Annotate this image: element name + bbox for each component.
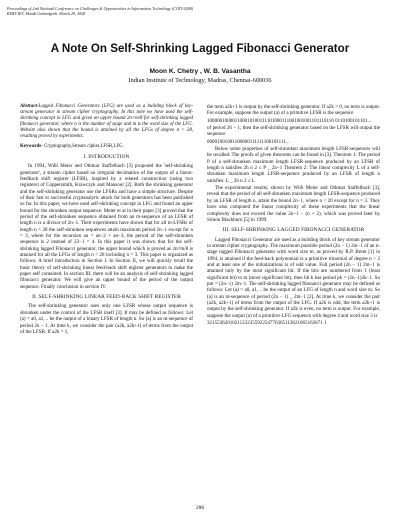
keywords-label: Keywords- bbox=[20, 143, 43, 149]
section-heading-self-shrinking-lfsr: II. SELF-SHRINKING LINEAR FEED-BACK SHIFT REGISTER bbox=[32, 294, 181, 301]
theorems-paragraph: Below some properties of self-shrunken maximum length LFSR-sequences will be recalled. The proofs of given theorems can be found in [3]. Theorem 1: The period P of a self-shrunken maximum length LFSR-sequence produced by an LFSR of length n satisfies 2h n 2 ≤ P _ 2n−1 Theorem 2: The linear complexity L of a self-shrunken maximum length LFSR-sequence produced by an LFSR of length n satisfies: L _ 2h n 2 ≤ L bbox=[207, 146, 380, 184]
experimental-results-paragraph: The experimental results, shown by Willi Meier and Othmar Staffelbach [3], reveal that the period of all self-shrunken maximum length LFSR-sequence produced by an LFSR of length n, attain the bound 2n−1, where n < 20 except for n = 3. They have also computed the linear complexity of these experiments that the linear complexity does not exceed the value 2n−1 − (n + 2), which was proved later by Simon Blackburn [5] in 1999. bbox=[207, 185, 380, 223]
definition-paragraph-cont: of period 26 − 1, then the self-shrinking generator based on the LFSR will output the sequence bbox=[207, 125, 380, 138]
paper-title: A Note On Self-Shrinking Lagged Fibonacci Generator bbox=[50, 42, 350, 55]
keywords bbox=[20, 144, 193, 150]
affiliation: Indian Institute of Technology, Madras, Chennai-600036 bbox=[128, 77, 272, 84]
definition-paragraph: the term a2k+1 is output by the self-shrinking generator. If a2k = 0, no term is output. For example, suppose the output (a) of a primitive LFSR is the sequence bbox=[207, 104, 380, 117]
example-sequence-2: 00001001001100000111111100101111... bbox=[207, 138, 290, 145]
intro-paragraph: In 1994, Willi Meier and Othmar Staffelbach [3] proposed the 'self-shrinking generator', a stream cipher based on irregular decimation of the output of a linear-feedback shift register (LFSR), inspired by a related construction (using two registers) of Coppersmith, Krawczyk and Mansour [2]. Both the shrinking generator and the self-shrinking generator use the LFSRs and have a simple structure. Despite of their fast or successful cryptanalytic attack for both generators has been published so far. In this paper, we have used self-shrinking concept in LFG and found an upper bound for the shrunken output sequence. Meier et al in their paper [3] proved that the period of the self-shrunken sequence obtained from an m-sequence of an LFSR of length n is a divisor of 2n−1. Their experiments have shown that for all m-LFSRs of length n < 28 the self-shrunken sequences attain maximum period 2n−1 except for n = 3, where for the recursion an = an−2 + an−3, the period of the self-shrunken sequence is 2 instead of 23−1 = 4. In this paper it was shown that for the self-shrinking lagged Fibonacci generator, the upper bound which is proved as 2n×m/8 is attained for all the LFGs of length n < 28 including n = 3. This paper is organized as follows: A brief introduction in Section I. In Section II, we will quickly recall the basic theory of self-shrinking linear feed-back shift register generators to make the paper self contained. In section III, there will be an analysis of self-shrinking lagged fibonacci generator. We will give an upper bound of the period of the output sequence. Finally conclusion in section IV. bbox=[20, 163, 193, 290]
lfg-paragraph: Lagged Fibonacci Generator are used as a building block of key stream generator in stream cipher cryptography. The maximum possible period (2n − 1) 2m−1 of an n-stage lagged Fibonacci generator with word size m, as proved by R.P. Brent [1] in 1994, is attained if the feed-back polynomial is a primitive trinomial of degree n > 2 and at least one of the initializations is of odd value. Full period (2n − 1) 2m−1 is attained only by the most significant bit. If the bits are numbered from 1 (least significant bit) to m (most significant bit), then bit k has period pk = (2n−1)2k−1. So pm = (2n−1) 2m−1. The self-shrinking lagged fibonacci generator may be defined as follows: Let (a) = a0, a1, .. be the output of an LFG of length n and word size m. So (a) is an m-sequence of period (2n − 1) _ 2m−1 [2]. At time k, we consider the pair (a2k, a2k+1) of terms from the output of the LFG. If a2k is odd, the term a2k+1 is output by the self-shrinking generator. If a2k is even, no term is output. For example, suppose the output (a) of a primitive LFG sequence with degree 4 and word size 3 is bbox=[207, 236, 380, 319]
lfsr-paragraph: The self-shrinking generator uses only one LFSR whose output sequence is shrunken under the control of the LFSR itself [3]. It may be defined as follows: Let (a) = a0, a1, .. be the output of a binary LFSR of length n. So (a) is an m-sequence of period 2n − 1. At time k, we consider the pair (a2k, a2k+1) of terms from the output of the LFSR. If a2k = 1, bbox=[20, 303, 193, 335]
left-column bbox=[20, 104, 193, 336]
abstract-text: Lagged Fibonacci Generators (LFG) are used as a building block of key-stream generator in stream cipher cryptography. In this note we have used the self-shrinking concept in LFG and given an upper bound 2n×m/8 for self-shrinking lagged fibonacci generator, where n is the number of stage and m is the word size of the LFG. Website also shown that the bound is attained by all the LFGs of degree n < 28, resulting proved by experiments. bbox=[20, 104, 193, 140]
section-heading-self-shrinking-lfg: III. SELF-SHRINKING LAGGED FIBONACCI GENERATOR bbox=[222, 227, 365, 234]
example-sequence-1: 100000100001100010100111101000111001001001101110110 0110100101101... bbox=[207, 117, 372, 124]
keywords-text: Cryptography,Stream cipher,LFSR,LFG. bbox=[42, 143, 124, 149]
example-sequence-3: 3215536201021123235592254776365113621065163671 1 bbox=[207, 320, 327, 326]
abstract bbox=[20, 104, 193, 141]
authors: Moon K. Chetry , W. B. Vasantha bbox=[149, 68, 251, 75]
section-heading-introduction: I. INTRODUCTION bbox=[83, 153, 130, 160]
right-column bbox=[207, 104, 380, 327]
proceedings-line-2: RIMT-IET, Mandi Gobindgarh. March 29, 2008 bbox=[7, 11, 86, 16]
proceedings-line-1: Proceedings of 2nd National Conference on Challenges & Opportunities in Information Technology (COIT-2008) bbox=[7, 6, 194, 11]
proceedings-header bbox=[7, 6, 257, 16]
abstract-label: Abstract- bbox=[20, 104, 39, 109]
page-number: 286 bbox=[195, 505, 205, 511]
